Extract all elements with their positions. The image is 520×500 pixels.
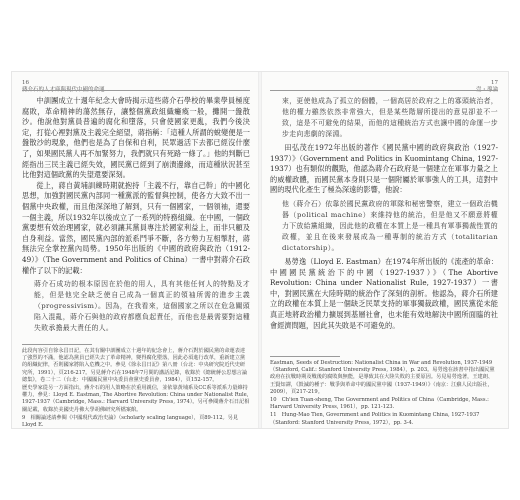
right-body-text: [270, 96, 498, 331]
left-running-head: [22, 80, 105, 94]
left-footnote-1: 此段內容引自徐永昌日記，在其有關中訓團成立十週年的紀念會上，蔣介石對於國民黨的命運表達了強烈的不滿，他認為黨員已經失去了革命精神，變得腐化墮落，因此必須進行改革，重新建立黨的組織紀律，否則國家將陷入危機之中。參見《徐永昌日記》第八冊（台北：中央研究院近代史研究所，1991），頁216-217。另見蔣介石在1948年7月間的講話記錄，收錄於《總統蔣公思想言論總集》，卷二十二（台北：中國國民黨中央委員會黨史委員會，1984），頁152-157。: [22, 348, 248, 383]
right-quote-continuation: 來，更使他成為了孤立的個體，一個高居於政府之上的寡頭統治者，他的權力雖然依然非常強大，但是某些階層所提出的意見卻並不一致，這是不可避免的結果，而他的這種統治方式也讓中國的命運一步步走向悲劇的深淵。: [282, 97, 498, 138]
left-body-text: [22, 96, 250, 337]
right-paragraph-2: 易勞逸（Lloyd E. Eastman）在1974年所出版的《流產的革命：中國國民黨統治下的中國（1927-1937）》（The Abortive Revolution: China under Nationalist Rule, 1927-1937）一書中，對國民黨在大陸時期的統治作了深刻的剖析。他認為，蔣介石所建立的政權在本質上是一個缺乏民眾支持的軍事獨裁政權，國民黨從未能真正地將政治權力擴展到基層社會，也未能有效地解決中國所面臨的社會經濟問題，因此其失敗是不可避免的。: [270, 256, 498, 330]
left-paragraph-2: 從上，蔣自黃埔訓練時期就抱持「主義不行，靠自己幹」的中國化思想，加強對國民黨內部同一種黨派的監督與控制，使各方大致不出一個黨中央政權，而且他深深地了解到，只有一個國家，一個領袖，還要一個主義，所以1932年以後成立了一系列的特務組織。在中國，一個政黨要想有效治理國家，就必須讓其黨員專注於國家利益上，而非只顧及自身利益。當然，國民黨內部的派系鬥爭不斷，各方勢力互相掣肘，蔣無法完全掌控黨內局勢。1950年出版的《中國的政府與政治（1912-49）》（The Government and Politics of China）一書中對蔣介石政權作了以下的記載：: [22, 180, 250, 275]
right-footnote-2: 10 Ch'ien Tuan-sheng, The Government and Politics of China（Cambridge, Mass.: Harvard University Press, 1961），pp. 121-123.: [270, 397, 489, 411]
right-footnotes: [270, 360, 498, 428]
left-footnotes: [22, 348, 250, 428]
right-head-rule: [270, 90, 498, 91]
right-paragraph-1: 田弘茂在1972年出版的著作《國民黨中國的政府與政治（1927-1937）》（Government and Politics in Kuomintang China, 1927-1937）也有類似的觀點，他認為蔣介石政府是一個建立在軍事力量之上的威權政體，而國民黨本身則只是一個附屬於軍事強人的工具，這對中國的現代化產生了極為深遠的影響，他說：: [270, 143, 498, 195]
right-page-number: 17: [491, 80, 498, 86]
left-footnote-rule: [22, 344, 92, 345]
left-block-quote: 蔣介石成功的根本原因在於他的用人，具有其他任何人的特點及才能，但是他完全缺乏使自己成為一個真正的領袖所需的進步主義（progressivism）。因為，在我看來，這個國家之所以在危急關頭陷入混亂，蔣介石與他的政府都應負起責任，而他也是最需要對這種失敗承擔最大責任的人。: [34, 280, 250, 333]
right-page: [260, 72, 508, 428]
right-block-quote: 他（蔣介石）依靠於國民黨政府的軍隊和秘密警察，建立一個政治機器（political machine）來維持他的統治，但是他又不願意將權力下放給黨組織，因此他的政權在本質上是一種具有軍事獨裁性質的政權，並且在後來發展成為一種專制的統治方式（totalitarian dictatorship）。: [282, 199, 498, 252]
book-spread: [12, 72, 508, 428]
right-footnote-3: 11 Hung-Mao Tien, Government and Politics in Kuomintang China, 1927-1937（Stanford: Stanford University Press, 1972），pp. 3-4.: [270, 412, 480, 426]
left-footnote-2: 歷史學家從另一方面指出，蔣介石的用人策略在於重用親信，並依靠黃埔系及CC系等派系力量維持權力，參見：Lloyd E. Eastman, The Abortive Revolution: China under Nationalist Rule, 1927-1937（Cambridge, Mass.: Harvard University Press, 1974）。另可參閱蔣介石日記相關記載，收錄於美國史丹佛大學胡佛研究所檔案館。: [22, 385, 250, 413]
left-paragraph-1: 中訓團成立十週年紀念大會時揭示這些蔣介石學校的畢業學員極度腐敗，革命精神的蕩然無存，讓整個黨政組織癱瘓一般，攤開一盤散沙。他說他對黨員普遍的腐化和墮落，只會使國家更亂，我們今後決定，打從心裡對黨及主義完全絕望，蔣指稱：「這種人所謂的蛻變便是一盤散沙的現象，他們也是為了自保和自利，民眾過活下去都已經沒什麼了，如果國民黨人再不加緊努力，我們就只有死路一條了。」他的判斷已經指出三民主義已經失效，國民黨已經到了崩潰邊緣，而這種狀況甚至比他對這個政黨的失望還要深刻。: [22, 96, 250, 180]
left-page-number: 16: [22, 80, 29, 86]
left-page: [12, 72, 260, 428]
right-running-head: [476, 80, 498, 94]
left-footnote-3: 9 相關論述請參閱《中國現代政治史論》（scholarly scaling language），頁89-112。另見 Lloyd E.: [22, 414, 239, 428]
right-footnote-rule: [270, 356, 340, 357]
right-footnote-1: Eastman, Seeds of Destruction: Nationalist China in War and Revolution, 1937-1949（Stanford, Calif.: Stanford University Press, 1984），p. 203。易勞逸在該書中指出國民黨政府在抗戰時期及戰後的腐敗與無能，是導致其在大陸失敗的主要原因。另見易勞逸著，王建朗、王賢知譯，《毀滅的種子：戰爭與革命中的國民黨中國（1937-1949）》（南京：江蘇人民出版社，2009），頁217-219。: [270, 360, 495, 395]
left-head-rule: [22, 90, 250, 91]
